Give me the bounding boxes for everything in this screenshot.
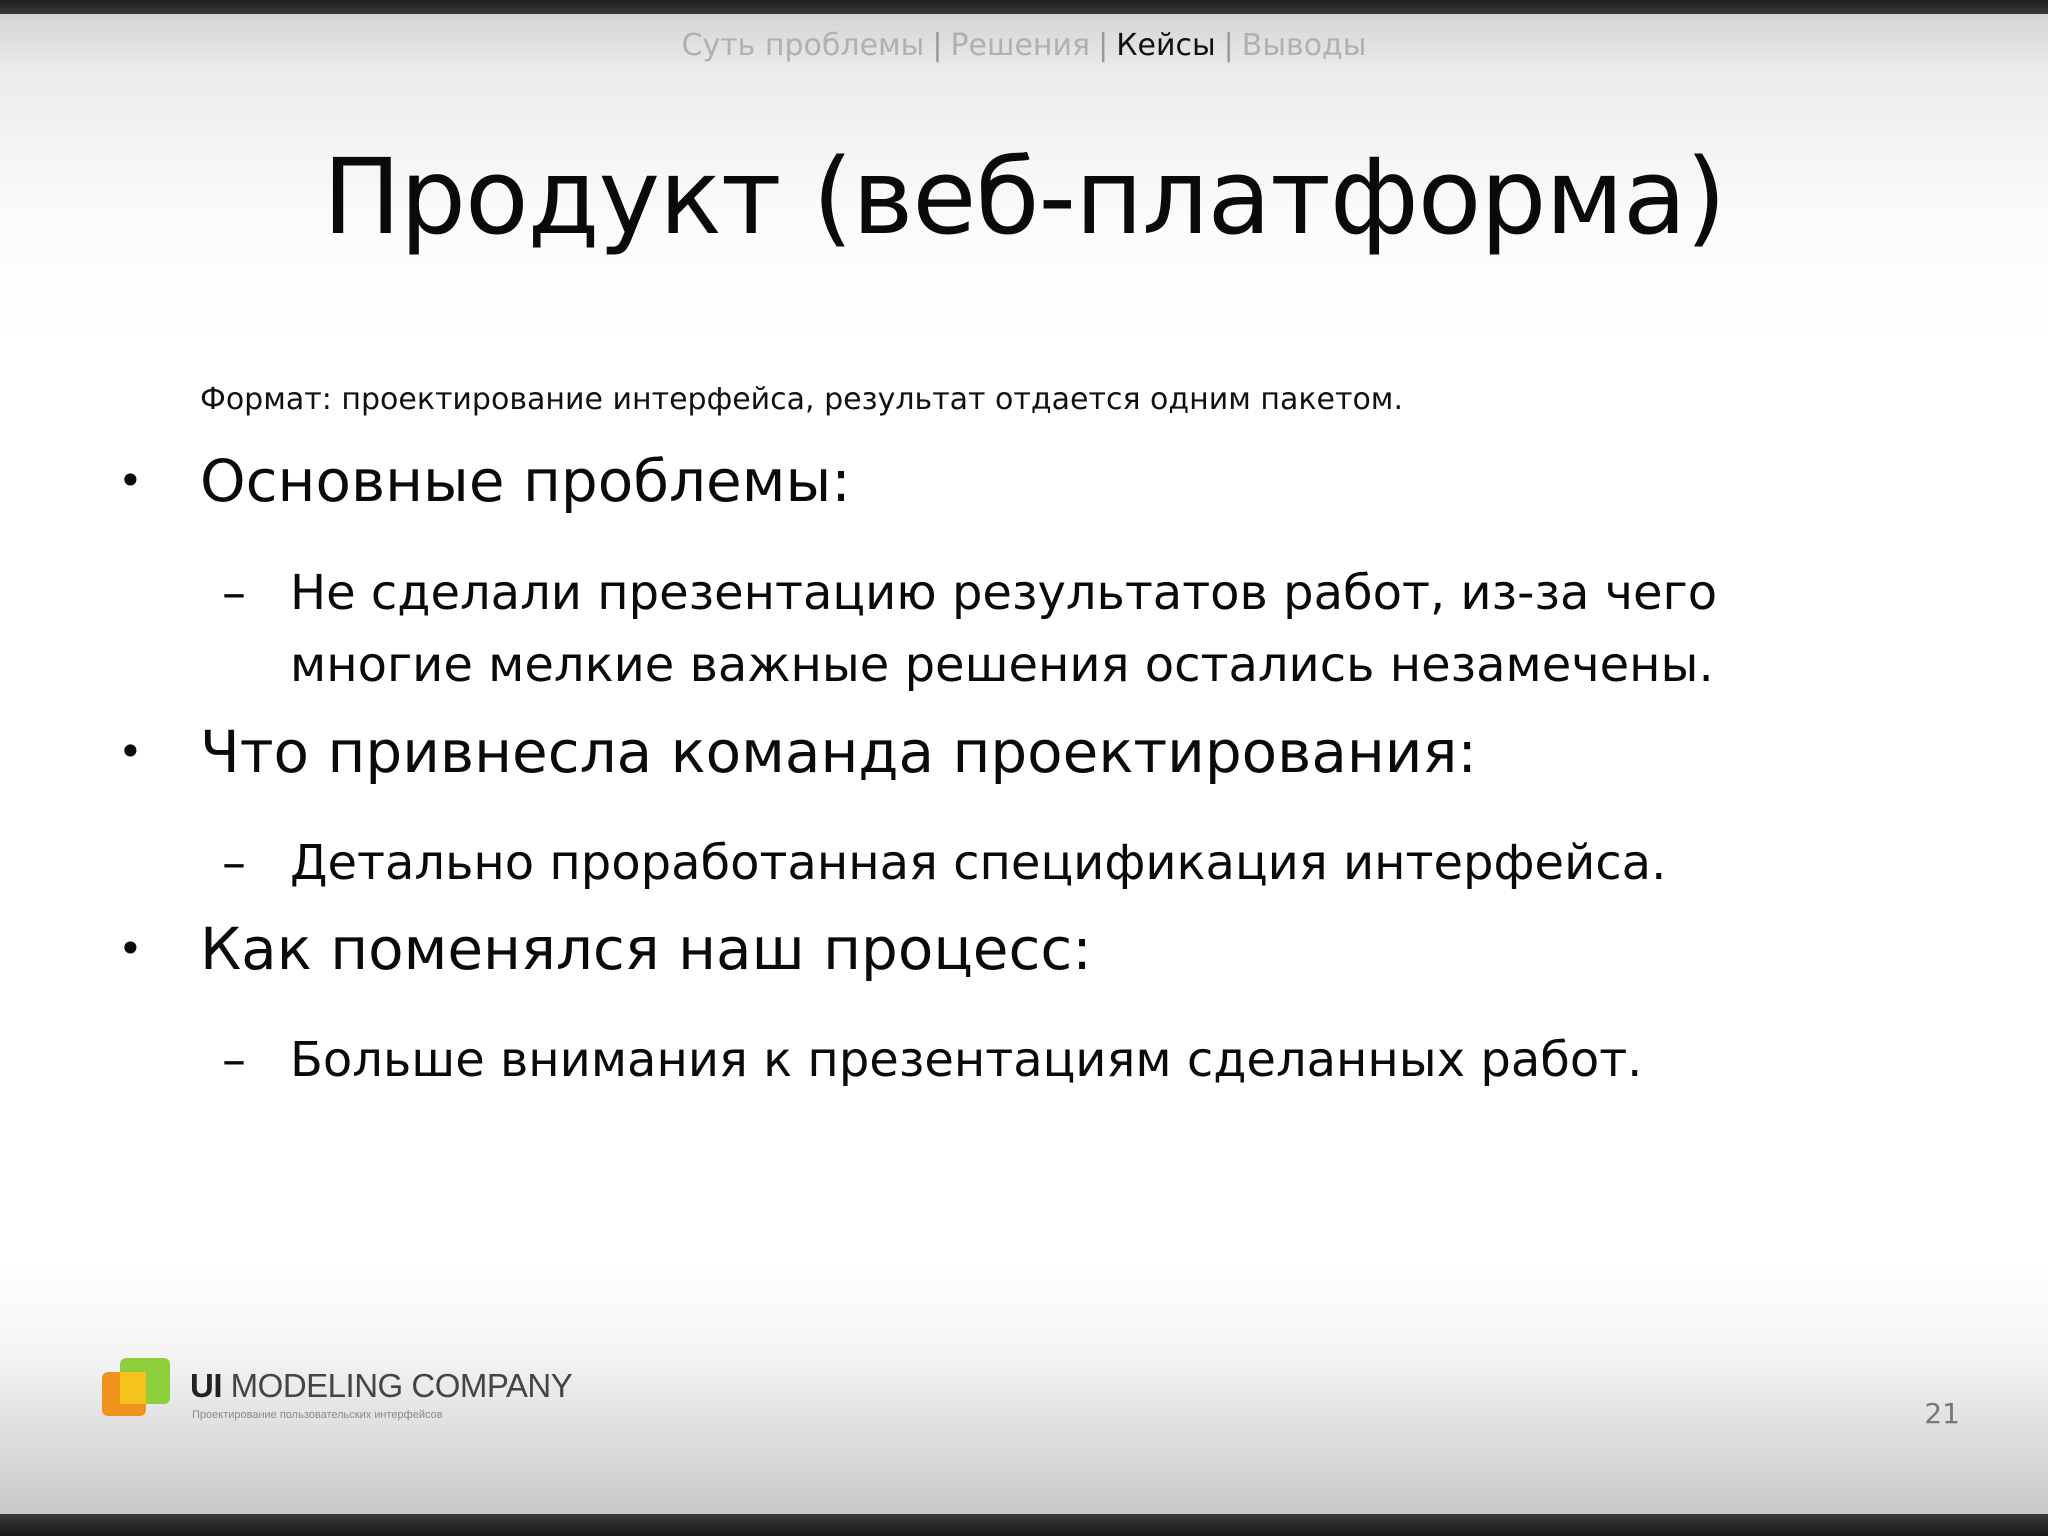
bullet-text: Что привнесла команда проектирования: <box>200 718 1477 786</box>
sub-bullet-marker: – <box>222 835 246 891</box>
bullet-marker: • <box>118 727 143 776</box>
sub-bullet-text: Больше внимания к презентациям сделанных работ. <box>290 1032 1643 1088</box>
logo-wordmark <box>190 1366 572 1406</box>
logo-wordmark-bold: UI <box>190 1367 222 1404</box>
bullet-marker: • <box>118 456 143 505</box>
sub-bullet-marker: – <box>222 565 246 621</box>
page-number: 21 <box>1924 1397 1960 1430</box>
slide-title: Продукт (веб-платформа) <box>322 136 1726 258</box>
nav-separator: | <box>1098 28 1109 63</box>
sub-bullet-text: Не сделали презентацию результатов работ, из-за чего <box>290 565 1718 621</box>
sub-bullet-text: Детально проработанная спецификация интерфейса. <box>290 835 1667 891</box>
logo-mark-icon <box>100 1358 176 1434</box>
nav-item-conclusions: Выводы <box>1241 28 1367 63</box>
nav-item-solutions: Решения <box>950 28 1091 63</box>
bullet-text: Основные проблемы: <box>200 447 851 515</box>
sub-bullet-text-continued: многие мелкие важные решения остались незамечены. <box>290 637 1714 693</box>
presentation-slide <box>0 14 2048 1514</box>
logo-tagline: Проектирование пользовательских интерфейсов <box>192 1409 443 1421</box>
company-logo <box>100 1358 580 1448</box>
window-frame-top <box>0 0 2048 14</box>
nav-item-cases: Кейсы <box>1116 28 1216 63</box>
bullet-marker: • <box>118 924 143 973</box>
window-frame-bottom <box>0 1514 2048 1536</box>
logo-wordmark-rest: MODELING COMPANY <box>230 1367 573 1404</box>
sub-bullet-marker: – <box>222 1032 246 1088</box>
nav-separator: | <box>932 28 943 63</box>
section-navigation <box>0 20 2048 72</box>
bullet-text: Как поменялся наш процесс: <box>200 915 1092 983</box>
nav-item-problem: Суть проблемы <box>681 28 925 63</box>
nav-separator: | <box>1223 28 1234 63</box>
format-line: Формат: проектирование интерфейса, результат отдается одним пакетом. <box>200 382 1403 417</box>
